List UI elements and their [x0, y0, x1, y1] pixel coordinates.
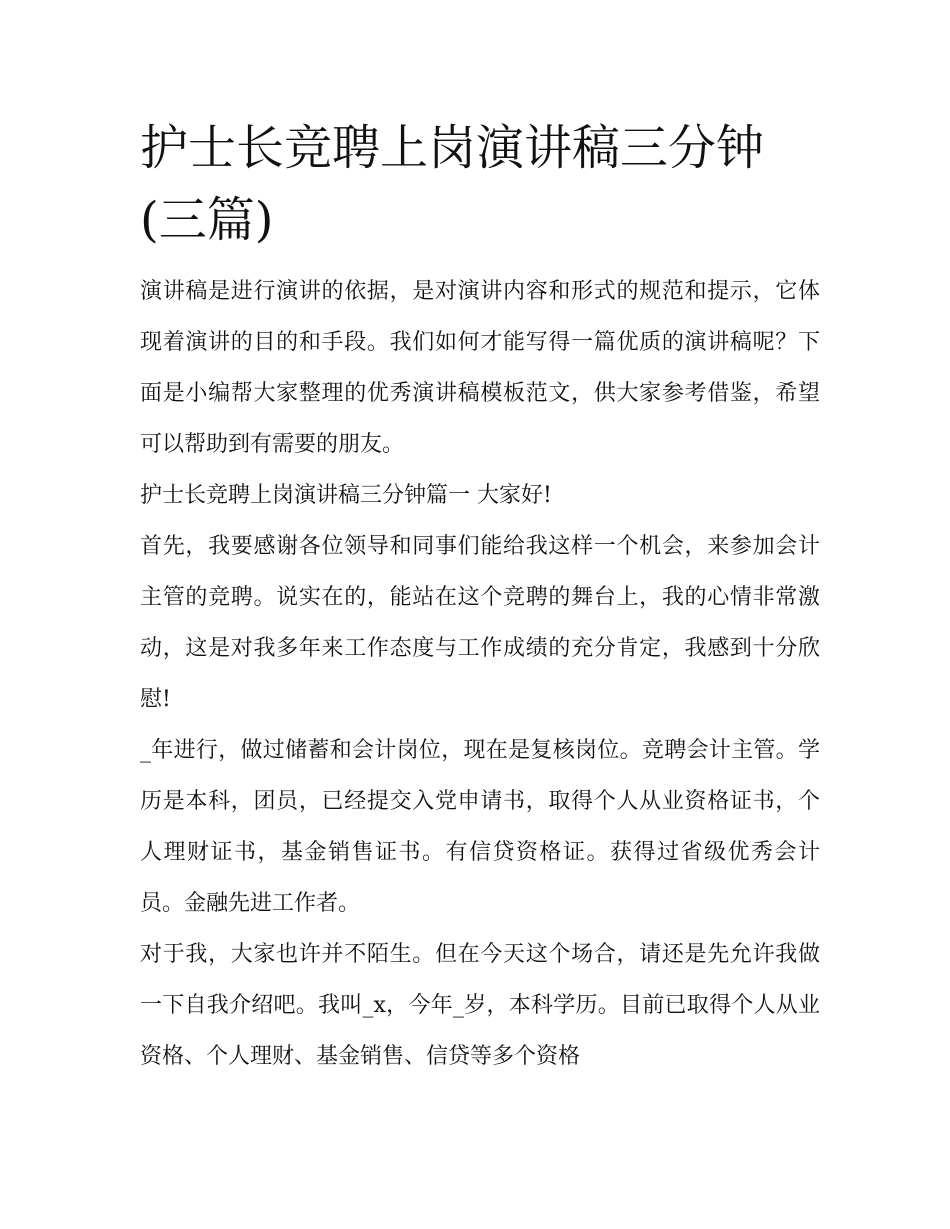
paragraph-self-intro: 对于我，大家也许并不陌生。但在今天这个场合，请还是先允许我做一下自我介绍吧。我叫_x，今年_岁，本科学历。目前已取得个人从业资格、个人理财、基金销售、信贷等多个资格 [140, 942, 820, 1069]
document-title: 护士长竞聘上岗演讲稿三分钟(三篇) [140, 120, 765, 248]
document-body [140, 112, 820, 1082]
paragraph-thanks: 首先，我要感谢各位领导和同事们能给我这样一个机会，来参加会计主管的竞聘。说实在的，能站在这个竞聘的舞台上，我的心情非常激动，这是对我多年来工作态度与工作成绩的充分肯定，我感到十分欣慰! [140, 534, 820, 712]
paragraph-background: _年进行，做过储蓄和会计岗位，现在是复核岗位。竞聘会计主管。学历是本科，团员，已经提交入党申请书，取得个人从业资格证书，个人理财证书，基金销售证书。有信贷资格证。获得过省级优秀会计员。金融先进工作者。 [140, 738, 820, 916]
paragraph-section-heading: 护士长竞聘上岗演讲稿三分钟篇一 大家好! [140, 483, 552, 508]
paragraph-intro: 演讲稿是进行演讲的依据，是对演讲内容和形式的规范和提示，它体现着演讲的目的和手段。我们如何才能写得一篇优质的演讲稿呢？下面是小编帮大家整理的优秀演讲稿模板范文，供大家参考借鉴，希望可以帮助到有需要的朋友。 [140, 279, 820, 457]
